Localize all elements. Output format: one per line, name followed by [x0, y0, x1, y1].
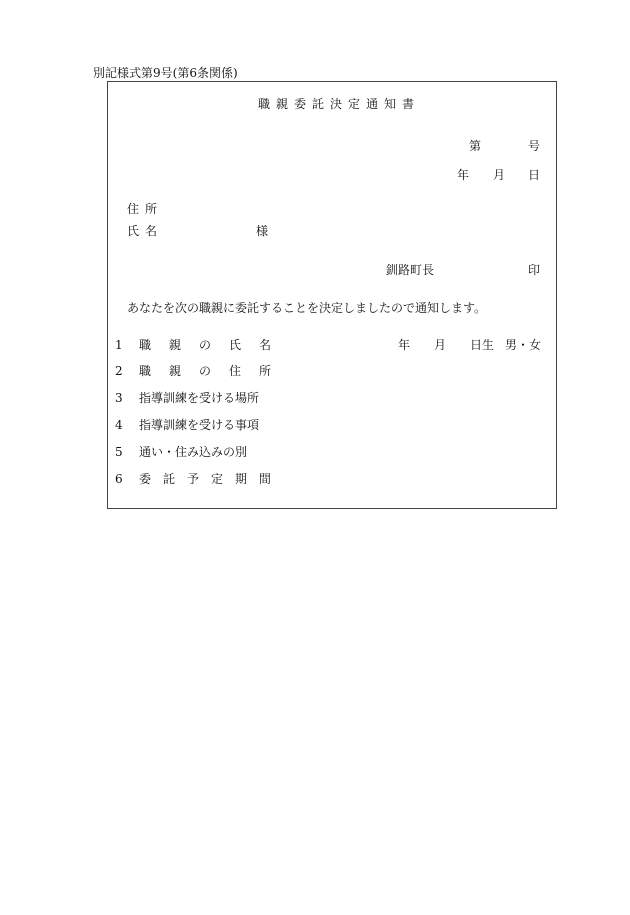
item-label-char: の	[198, 364, 211, 378]
number-go: 号	[528, 139, 541, 153]
item-label	[139, 338, 271, 352]
item-number: 6	[115, 472, 123, 486]
item-label-char: 職	[139, 364, 152, 378]
item-label: 指導訓練を受ける場所	[139, 391, 260, 405]
item-number: 3	[115, 391, 123, 405]
item-label-char: 名	[258, 338, 271, 352]
gender-options: 男・女	[505, 338, 542, 352]
body-text: あなたを次の職親に委託することを決定しましたので通知します。	[127, 301, 487, 315]
item-label-char: 期	[234, 472, 247, 486]
item-label-char: 予	[186, 472, 199, 486]
birth-day: 日生	[470, 338, 495, 352]
form-label: 別記様式第9号(第6条関係)	[93, 66, 238, 80]
item-number: 2	[115, 364, 123, 378]
item-label-char: 委	[139, 472, 152, 486]
item-label-char: 氏	[228, 338, 241, 352]
seal: 印	[528, 263, 541, 277]
item-label-char: 定	[210, 472, 223, 486]
item-label	[139, 364, 271, 378]
item-label-char: 間	[258, 472, 271, 486]
item-label-char: 託	[162, 472, 175, 486]
address-label: 住所	[127, 202, 164, 216]
name-label: 氏名	[127, 224, 164, 238]
date-day: 日	[528, 168, 541, 182]
item-label-char: の	[198, 338, 211, 352]
item-label: 指導訓練を受ける事項	[139, 418, 260, 432]
item-label	[139, 472, 271, 486]
item-number: 4	[115, 418, 123, 432]
issuer: 釧路町長	[386, 263, 435, 277]
date-year: 年	[457, 168, 470, 182]
item-label-char: 住	[228, 364, 241, 378]
item-label: 通い・住み込みの別	[139, 445, 248, 459]
honorific: 様	[256, 224, 269, 238]
item-number: 1	[115, 338, 123, 352]
birth-year: 年	[398, 338, 411, 352]
document-title: 職親委託決定通知書	[258, 97, 421, 111]
item-label-char: 職	[139, 338, 152, 352]
item-label-char: 所	[258, 364, 271, 378]
birth-month: 月	[434, 338, 447, 352]
date-month: 月	[493, 168, 506, 182]
item-number: 5	[115, 445, 123, 459]
item-label-char: 親	[168, 364, 181, 378]
item-label-char: 親	[168, 338, 181, 352]
number-dai: 第	[469, 139, 482, 153]
